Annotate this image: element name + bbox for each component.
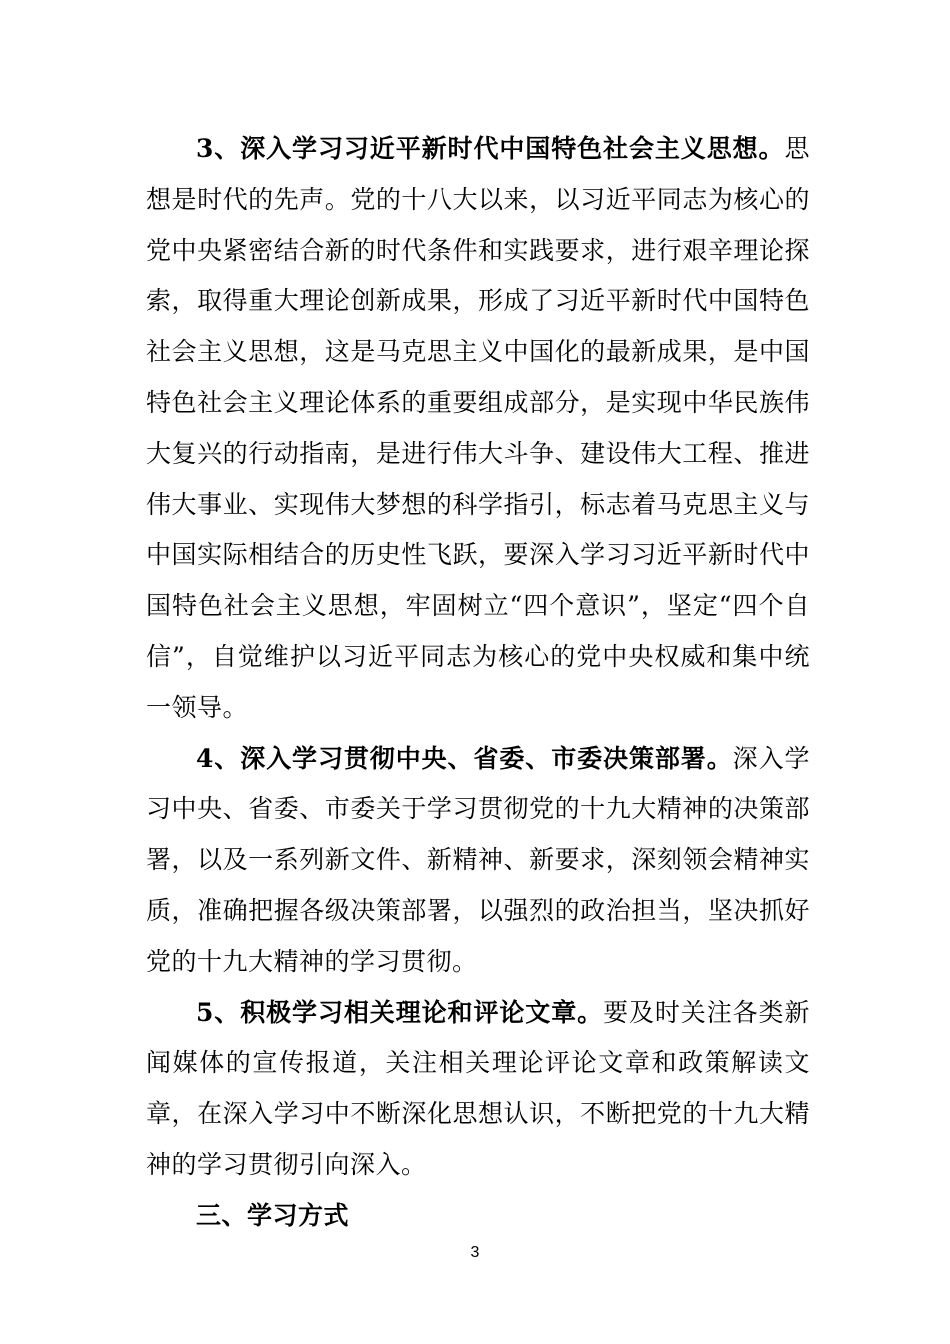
paragraph-lead: 5、积极学习相关理论和评论文章。 [196,997,604,1027]
paragraph-lead: 4、深入学习贯彻中央、省委、市委决策部署。 [196,743,733,773]
page-number: 3 [470,1244,480,1261]
paragraph-item-3 [146,124,810,734]
paragraph-item-4 [146,734,810,988]
paragraph-lead: 3、深入学习习近平新时代中国特色社会主义思想。 [196,134,785,163]
paragraph-item-5 [146,988,810,1191]
paragraph-body: 思想是时代的先声。党的十八大以来，以习近平同志为核心的党中央紧密结合新的时代条件和实践要求，进行艰辛理论探索，取得重大理论创新成果，形成了习近平新时代中国特色社会主义思想，这是马克思主义中国化的最新成果，是中国特色社会主义理论体系的重要组成部分，是实现中华民族伟大复兴的行动指南，是进行伟大斗争、建设伟大工程、推进伟大事业、实现伟大梦想的科学指引，标志着马克思主义与中国实际相结合的历史性飞跃，要深入学习习近平新时代中国特色社会主义思想，牢固树立“四个意识”，坚定“四个自信”，自觉维护以习近平同志为核心的党中央权威和集中统一领导。 [146,134,810,722]
paragraph-body: 深入学习中央、省委、市委关于学习贯彻党的十九大精神的决策部署，以及一系列新文件、新精神、新要求，深刻领会精神实质，准确把握各级决策部署，以强烈的政治担当，坚决抓好党的十九大精神的学习贯彻。 [146,743,810,976]
section-heading: 三、学习方式 [196,1200,350,1230]
paragraph-body: 要及时关注各类新闻媒体的宣传报道，关注相关理论评论文章和政策解读文章，在深入学习中不断深化思想认识，不断把党的十九大精神的学习贯彻引向深入。 [146,997,810,1179]
document-body [146,124,810,1242]
